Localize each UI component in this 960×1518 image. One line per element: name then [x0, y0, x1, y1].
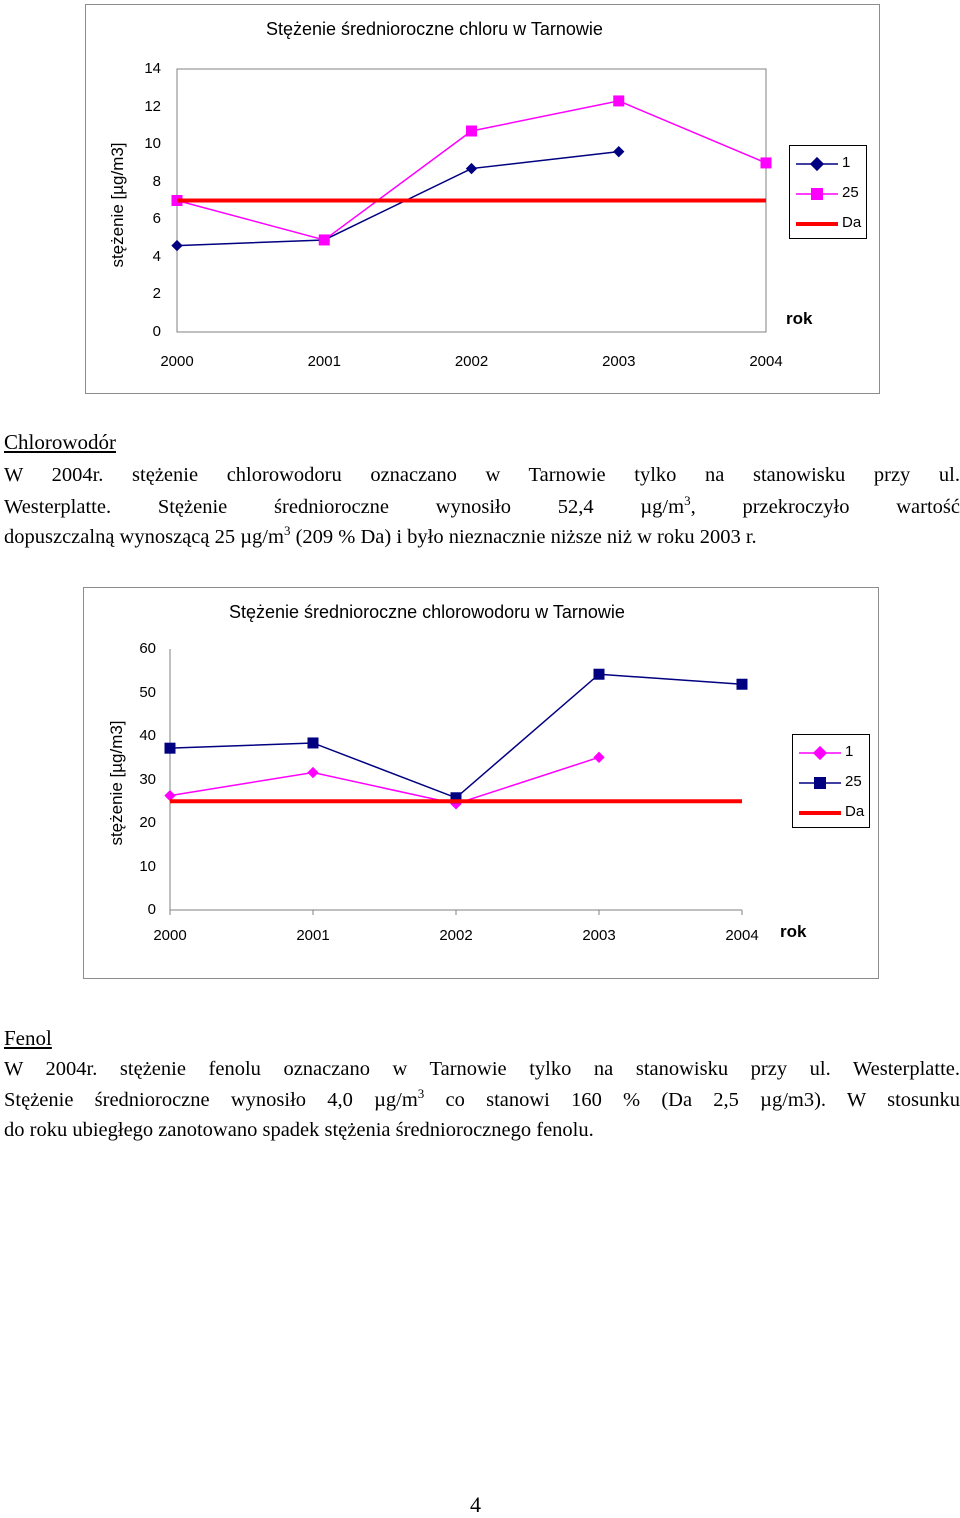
legend-item: [793, 801, 869, 825]
x-tick-label: 2001: [307, 353, 341, 370]
legend-item: [793, 741, 869, 765]
paragraph-line: Stężenie średnioroczne wynosiło 4,0 $\mu g/m^3$ co stanowi 160 % (Da 2,5 µg/m3). W stosunku: [4, 1086, 960, 1111]
legend-item: [790, 152, 866, 176]
series-line-25: [170, 674, 742, 798]
data-point-25: [308, 737, 319, 748]
legend-item: [790, 212, 866, 236]
data-point-25: [594, 669, 605, 680]
x-axis-label: rok: [780, 922, 807, 941]
x-tick-label: 2001: [296, 927, 330, 944]
legend-label: Da: [845, 803, 865, 820]
data-point-25: [466, 125, 477, 136]
y-tick-label: 0: [152, 323, 161, 340]
chart-title: Stężenie średnioroczne chloru w Tarnowie: [266, 19, 603, 39]
x-tick-label: 2003: [582, 927, 616, 944]
paragraph-line: do roku ubiegłego zanotowano spadek stężenia średniorocznego fenolu.: [4, 1119, 594, 1141]
x-tick-label: 2002: [439, 927, 473, 944]
y-tick-label: 8: [152, 172, 161, 190]
legend: [792, 734, 870, 828]
section-heading-fenol: Fenol: [4, 1026, 52, 1050]
y-tick-label: 40: [139, 727, 156, 744]
y-tick-label: 30: [139, 770, 156, 788]
data-point-25: [165, 743, 176, 754]
data-point-1: [593, 752, 604, 763]
y-tick-label: 10: [139, 857, 156, 875]
chart-chlor-plot: [86, 5, 879, 393]
y-tick-label: 6: [152, 210, 161, 228]
y-axis-label: stężenie [µg/m3]: [108, 142, 127, 268]
chart-title: Stężenie średnioroczne chlorowodoru w Tarnowie: [229, 602, 625, 622]
y-tick-label: 10: [144, 135, 161, 153]
series-line-1: [170, 757, 599, 804]
y-axis-label: stężenie [µg/m3]: [107, 720, 126, 846]
y-tick-label: 0: [147, 901, 156, 918]
y-tick-label: 14: [144, 60, 161, 77]
data-point-1: [171, 240, 182, 251]
data-point-25: [613, 95, 624, 106]
data-point-1: [307, 767, 318, 778]
legend-label: 1: [845, 743, 854, 760]
y-tick-label: 50: [139, 683, 156, 701]
y-tick-label: 12: [144, 97, 161, 115]
legend-label: Da: [842, 214, 862, 231]
page-number: 4: [470, 1492, 481, 1517]
y-tick-label: 20: [139, 814, 156, 831]
legend-item: [793, 771, 869, 795]
legend-item: [790, 182, 866, 206]
x-tick-label: 2004: [725, 927, 759, 944]
data-point-1: [613, 146, 624, 157]
x-tick-label: 2000: [160, 353, 194, 370]
section-heading-chlorowodor: Chlorowodór: [4, 430, 116, 454]
legend-label: 1: [842, 154, 851, 171]
x-axis-label: rok: [786, 309, 813, 328]
legend: [789, 145, 867, 239]
legend-label: 25: [845, 773, 862, 790]
data-point-25: [319, 234, 330, 245]
chart-chlor: [85, 4, 880, 394]
chart-chlorowodor-plot: [84, 588, 878, 978]
legend-label: 25: [842, 184, 859, 201]
paragraph-line: W 2004r. stężenie chlorowodoru oznaczano w Tarnowie tylko na stanowisku przy ul.: [4, 464, 960, 486]
x-tick-label: 2000: [153, 927, 187, 944]
x-tick-label: 2004: [749, 353, 783, 370]
y-tick-label: 2: [152, 285, 161, 303]
chart-chlorowodor: [83, 587, 879, 979]
y-tick-label: 60: [139, 640, 156, 657]
paragraph-line: Westerplatte. Stężenie średnioroczne wynosiło 52,4 $\mu g/m^3$, przekroczyło wartość: [4, 493, 960, 518]
paragraph-line: W 2004r. stężenie fenolu oznaczano w Tarnowie tylko na stanowisku przy ul. Westerplatte.: [4, 1058, 960, 1080]
y-tick-label: 4: [152, 247, 161, 265]
x-tick-label: 2003: [602, 353, 636, 370]
data-point-25: [737, 679, 748, 690]
data-point-25: [761, 157, 772, 168]
paragraph-line: dopuszczalną wynoszącą 25 $\mu g/m^3$ (209 % Da) i było nieznacznie niższe niż w roku 2003 r.: [4, 523, 757, 548]
x-tick-label: 2002: [454, 353, 489, 370]
data-point-1: [466, 163, 477, 174]
